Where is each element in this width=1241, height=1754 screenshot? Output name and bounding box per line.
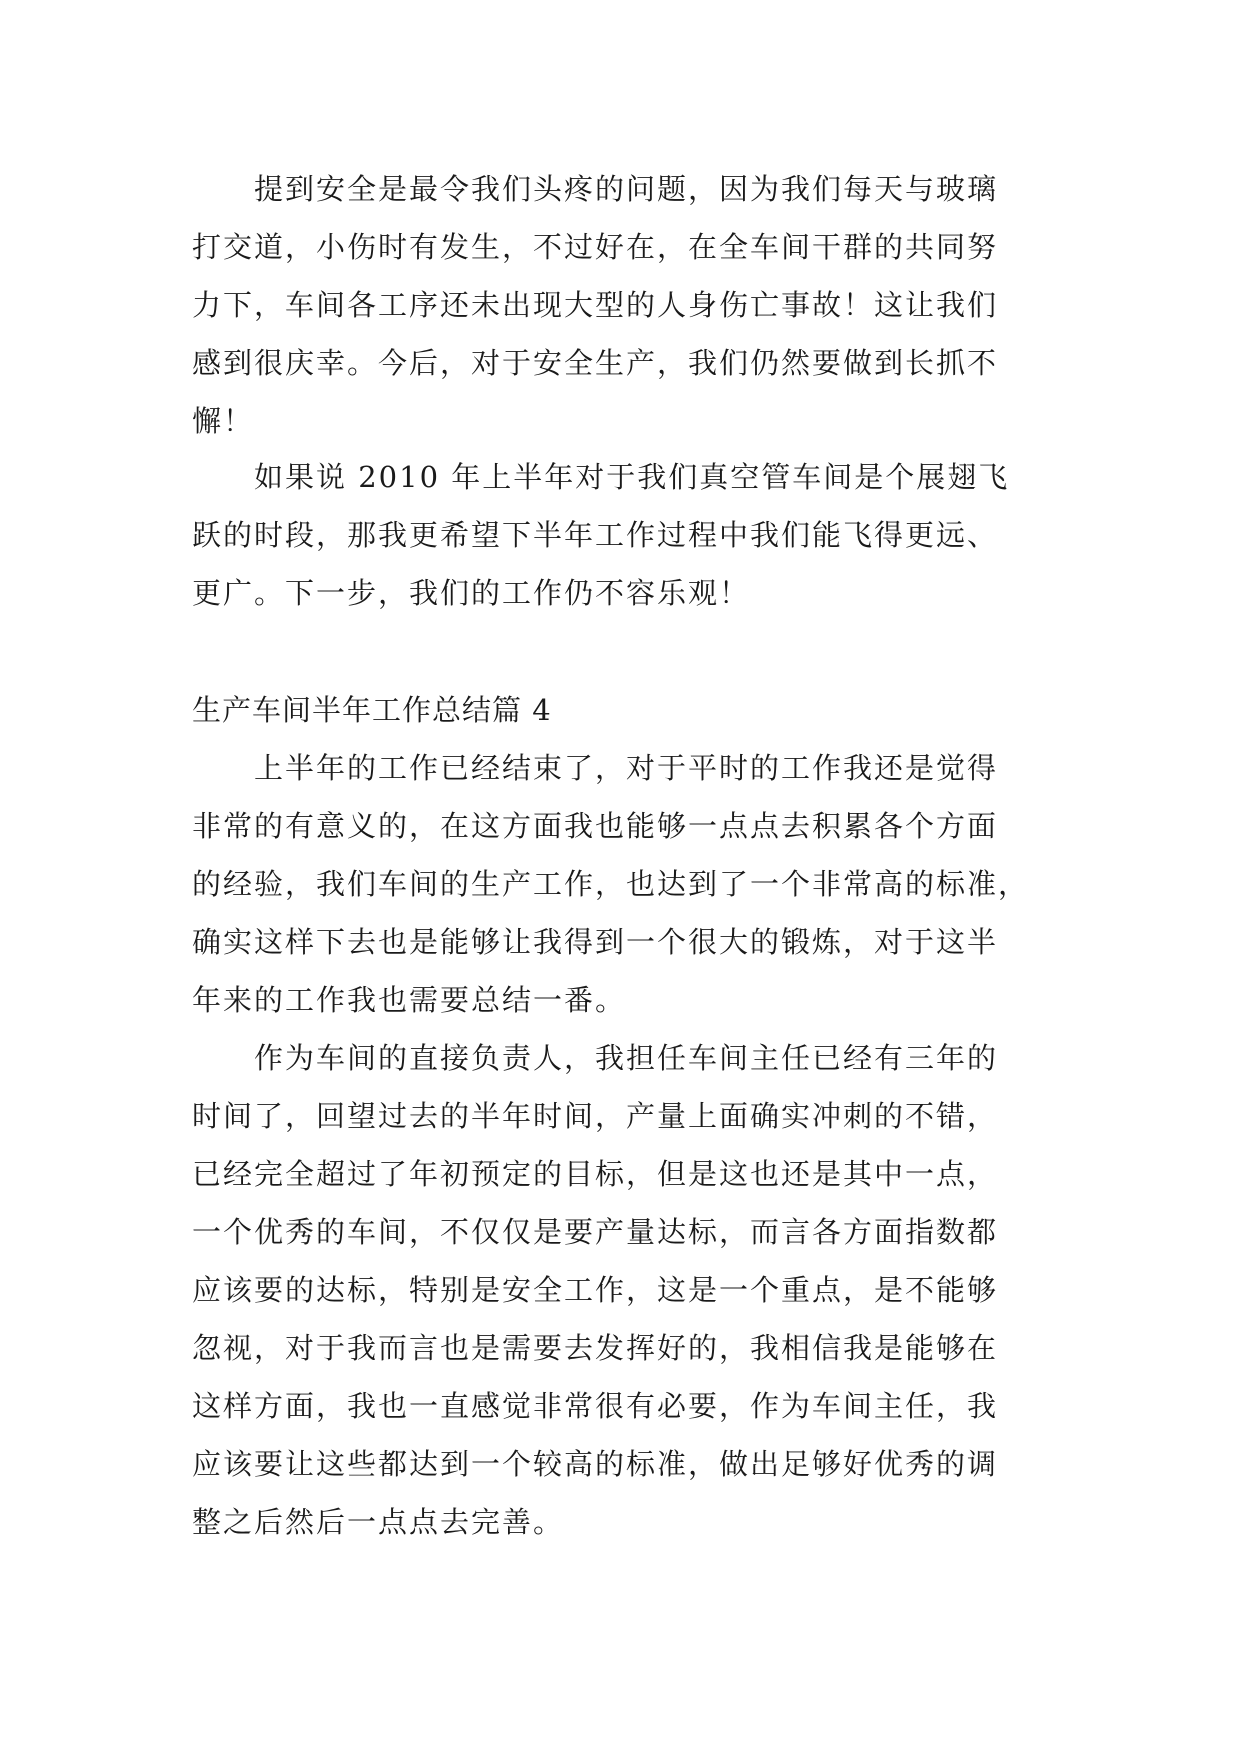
paragraph-line: 时间了，回望过去的半年时间，产量上面确实冲刺的不错， <box>192 1099 999 1133</box>
paragraph-line: 非常的有意义的，在这方面我也能够一点点去积累各个方面 <box>192 809 999 843</box>
paragraph-line: 已经完全超过了年初预定的目标，但是这也还是其中一点， <box>192 1157 999 1191</box>
paragraph-line: 如果说 2010 年上半年对于我们真空管车间是个展翅飞 <box>254 460 1010 494</box>
paragraph-outlook <box>192 448 1052 622</box>
paragraph-line: 整之后然后一点点去完善。 <box>192 1505 565 1539</box>
paragraph-workshop-director <box>192 1029 1052 1551</box>
paragraph-line: 确实这样下去也是能够让我得到一个很大的锻炼，对于这半 <box>192 925 999 959</box>
paragraph-line: 提到安全是最令我们头疼的问题，因为我们每天与玻璃 <box>254 172 999 206</box>
paragraph-line: 上半年的工作已经结束了，对于平时的工作我还是觉得 <box>254 751 999 785</box>
paragraph-line: 作为车间的直接负责人，我担任车间主任已经有三年的 <box>254 1041 999 1075</box>
paragraph-line: 应该要让这些都达到一个较高的标准，做出足够好优秀的调 <box>192 1447 999 1481</box>
paragraph-line: 应该要的达标，特别是安全工作，这是一个重点，是不能够 <box>192 1273 999 1307</box>
paragraph-line: 力下，车间各工序还未出现大型的人身伤亡事故！这让我们 <box>192 288 999 322</box>
paragraph-line: 跃的时段，那我更希望下半年工作过程中我们能飞得更远、 <box>192 518 999 552</box>
paragraph-line: 一个优秀的车间，不仅仅是要产量达标，而言各方面指数都 <box>192 1215 999 1249</box>
section-summary-4 <box>192 681 1052 1551</box>
paragraph-line: 这样方面，我也一直感觉非常很有必要，作为车间主任，我 <box>192 1389 999 1423</box>
paragraph-first-half-review <box>192 739 1052 1029</box>
paragraph-line: 打交道，小伤时有发生，不过好在，在全车间干群的共同努 <box>192 230 999 264</box>
paragraph-line: 的经验，我们车间的生产工作，也达到了一个非常高的标准， <box>192 867 1030 901</box>
paragraph-safety <box>192 160 1052 450</box>
paragraph-line: 忽视，对于我而言也是需要去发挥好的，我相信我是能够在 <box>192 1331 999 1365</box>
paragraph-line: 感到很庆幸。今后，对于安全生产，我们仍然要做到长抓不 <box>192 346 999 380</box>
paragraph-line: 懈！ <box>192 404 255 438</box>
paragraph-line: 年来的工作我也需要总结一番。 <box>192 983 627 1017</box>
paragraph-line: 更广。下一步，我们的工作仍不容乐观！ <box>192 576 751 610</box>
section-heading: 生产车间半年工作总结篇 4 <box>192 693 552 727</box>
